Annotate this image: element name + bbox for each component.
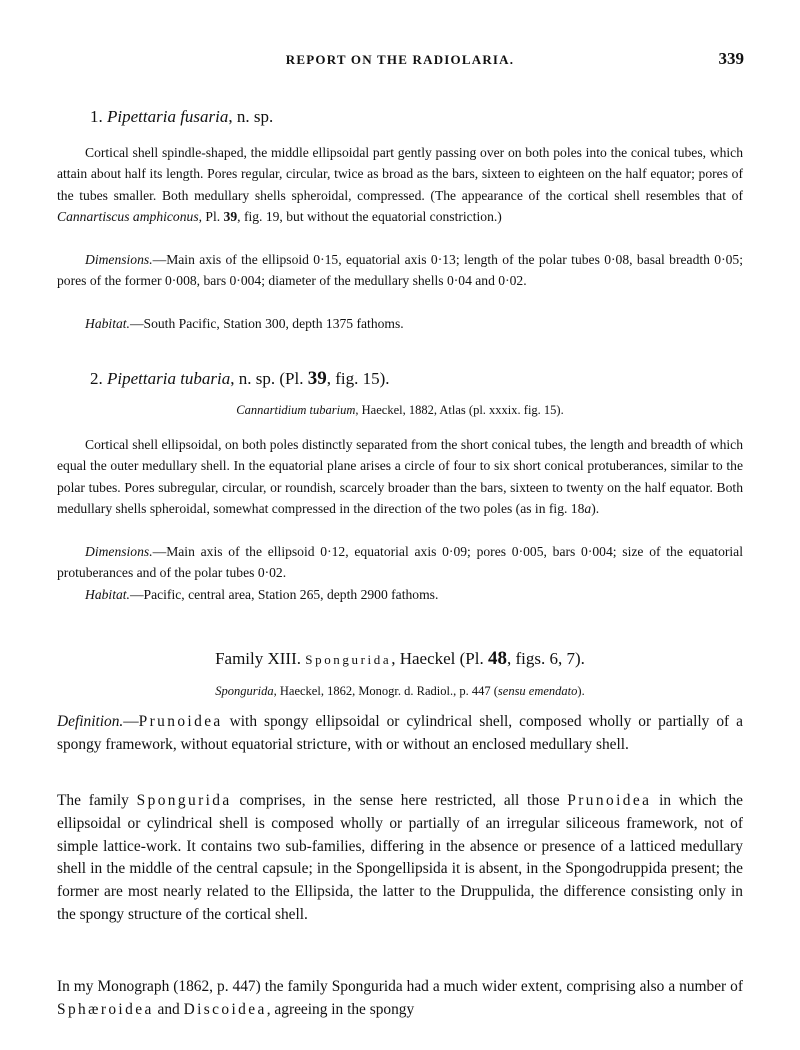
dimensions-label: Dimensions. xyxy=(85,252,153,267)
dimensions-label: Dimensions. xyxy=(85,544,153,559)
habitat-label: Habitat. xyxy=(85,316,130,331)
species-name: Pipettaria tubaria xyxy=(107,369,231,388)
family-paragraph-1: The family Spongurida comprises, in the sense here restricted, all those Prunoidea in which the ellipsoidal or cylindrical shell is composed wholly or partially of an irregular siliceous framework, not of simple lattice-work. It contains two sub-families, differing in the absence or presence of a latticed medullary shell in the middle of the central capsule; in the Spongellipsida it is absent, in the Spongodruppida present; the former are most nearly related to the Ellipsida, the latter to the Druppulida, the difference consisting only in the spongy structure of the cortical shell. xyxy=(57,792,743,923)
species-1-description: Cortical shell spindle-shaped, the middle ellipsoidal part gently passing over on both poles into the conical tubes, which attain about half its length. Pores regular, circular, twice as broad as the bars, sixteen to eighteen on the half equator; pores of the tubes smaller. Both medullary shells spheroidal, compressed. (The appearance of the cortical shell resembles that of Cannartiscus amphiconus, Pl. 39, fig. 19, but without the equatorial constriction.) xyxy=(57,145,743,225)
plate-number: 48 xyxy=(488,648,507,669)
reference-name: Cannartiscus amphiconus xyxy=(57,209,199,225)
species-number: 1. xyxy=(90,107,103,126)
habitat-label: Habitat. xyxy=(85,587,130,602)
family-definition: Definition.—Prunoidea with spongy ellipsoidal or cylindrical shell, composed wholly or partially of a spongy framework, without equatorial stricture, with or without an enclosed medullary shell. xyxy=(57,713,743,753)
family-heading: Family XIII. Spongurida, Haeckel (Pl. 48, figs. 6, 7). xyxy=(215,648,585,669)
running-header: REPORT ON THE RADIOLARIA. xyxy=(285,52,515,67)
page-number: 339 xyxy=(718,49,744,68)
species-number: 2. xyxy=(90,369,103,388)
species-2-habitat: Habitat.—Pacific, central area, Station 265, depth 2900 fathoms. xyxy=(85,587,439,602)
species-1-habitat: Habitat.—South Pacific, Station 300, depth 1375 fathoms. xyxy=(85,316,404,331)
family-paragraph-2: In my Monograph (1862, p. 447) the family Spongurida had a much wider extent, comprising also a number of Sphæroidea and Discoidea, agreeing in the spongy xyxy=(57,978,743,1018)
species-heading-1 xyxy=(90,107,273,127)
species-2-synonym: Cannartidium tubarium, Haeckel, 1882, Atlas (pl. xxxix. fig. 15). xyxy=(236,403,564,417)
species-2-description: Cortical shell ellipsoidal, on both poles distinctly separated from the short conical tubes, the length and breadth of which equal the outer medullary shell. In the equatorial plane arises a circle of four to six short conical protuberances, similar to the polar tubes. Pores subregular, circular, or roundish, scarcely broader than the bars, sixteen to twenty on the half equator. Both medullary shells spheroidal, somewhat compressed in the direction of the two poles (as in fig. 18a). xyxy=(57,437,743,517)
family-name: Spongurida xyxy=(305,652,392,667)
plate-number: 39 xyxy=(307,368,327,389)
species-heading-2: 2. Pipettaria tubaria, n. sp. (Pl. 39, fig. 15). xyxy=(90,368,390,389)
species-suffix: , n. sp. xyxy=(228,107,274,126)
definition-label: Definition. xyxy=(57,713,124,730)
plate-number: 39 xyxy=(223,209,238,225)
species-name: Pipettaria fusaria xyxy=(107,107,229,126)
species-1-dimensions: Dimensions.—Main axis of the ellipsoid 0·15, equatorial axis 0·13; length of the polar tubes 0·08, basal breadth 0·05; pores of the former 0·008, bars 0·004; diameter of the medullary shells 0·04 and 0·02. xyxy=(57,252,743,289)
family-synonym: Spongurida, Haeckel, 1862, Monogr. d. Radiol., p. 447 (sensu emendato). xyxy=(215,684,585,698)
species-2-dimensions: Dimensions.—Main axis of the ellipsoid 0·12, equatorial axis 0·09; pores 0·005, bars 0·004; size of the equatorial protuberances and of the polar tubes 0·02. xyxy=(57,544,743,581)
